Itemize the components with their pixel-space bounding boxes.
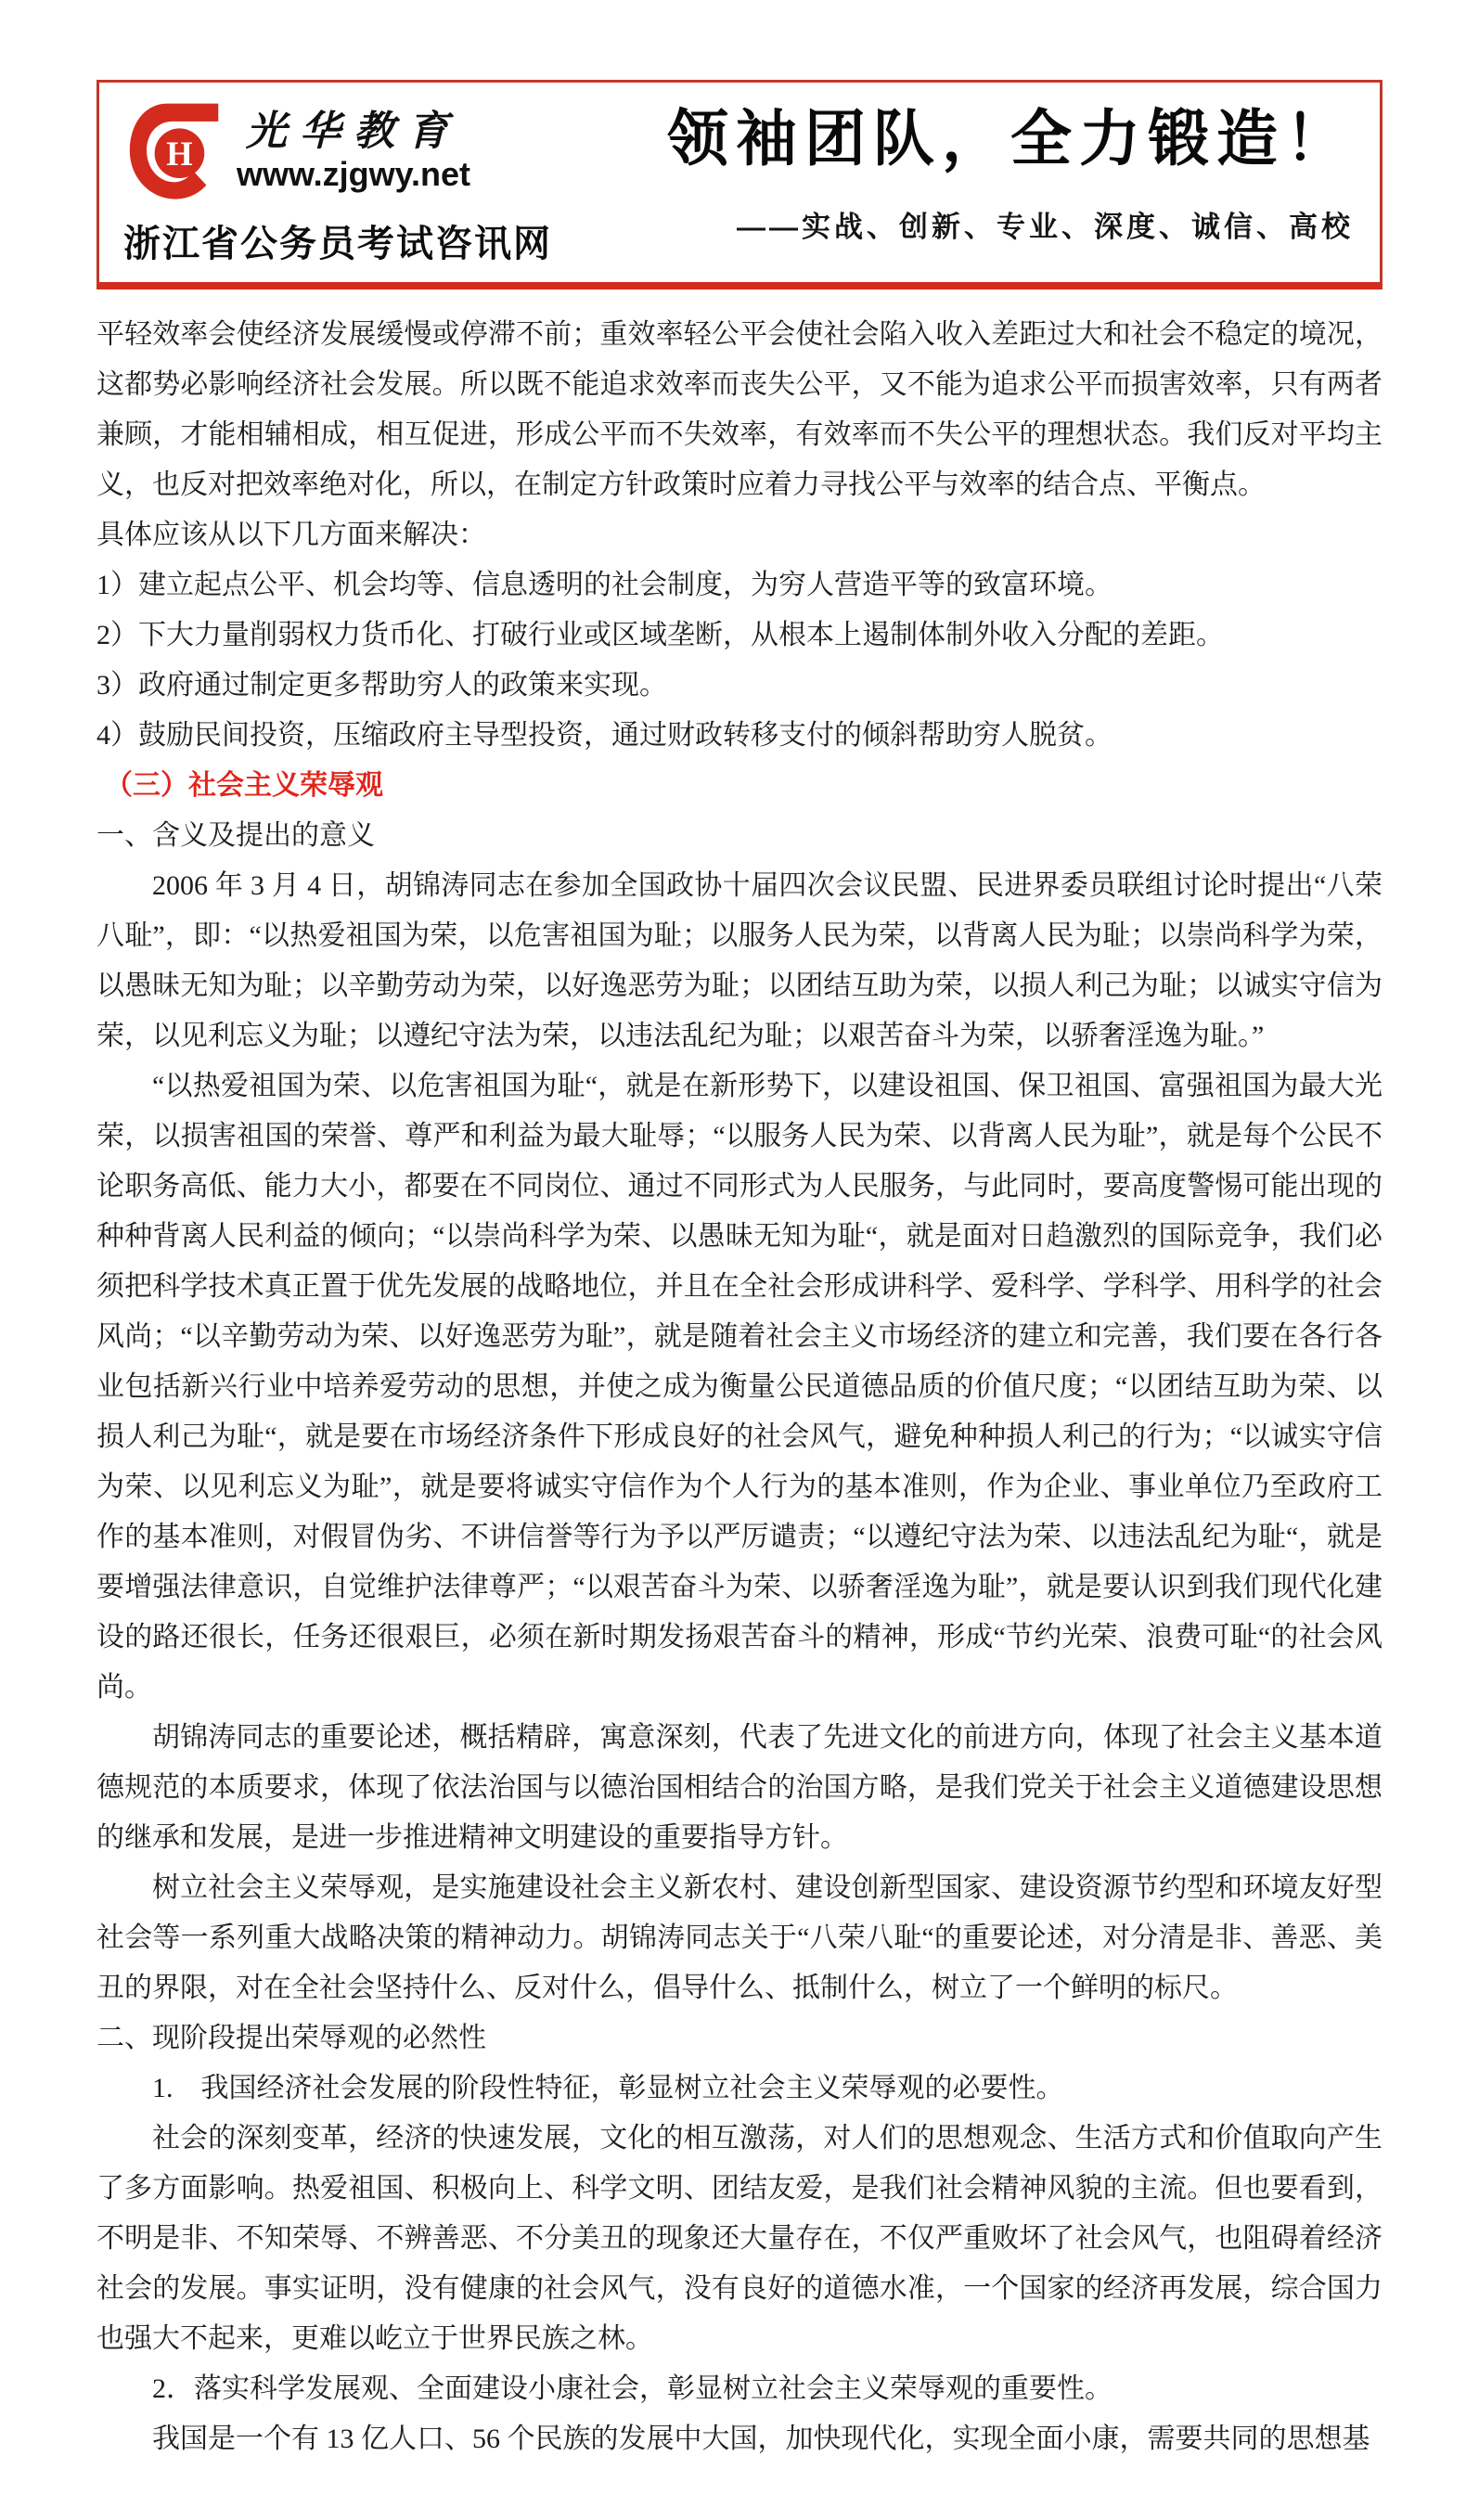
guanghua-logo-icon	[123, 96, 224, 205]
paragraph: 2．落实科学发展观、全面建设小康社会，彰显树立社会主义荣辱观的重要性。	[152, 2373, 1112, 2404]
banner-left	[99, 83, 552, 282]
brand-name: 光华教育	[246, 108, 462, 154]
svg-text:H: H	[166, 135, 193, 174]
paragraph: 我国是一个有 13 亿人口、56 个民族的发展中大国，加快现代化，实现全面小康，需要共同的思想基	[152, 2424, 1370, 2454]
paragraph: 社会的深刻变革，经济的快速发展，文化的相互激荡，对人们的思想观念、生活方式和价值取向产生了多方面影响。热爱祖国、积极向上、科学文明、团结友爱，是我们社会精神风貌的主流。但也要看到，不明是非、不知荣辱、不辨善恶、不分美丑的现象还大量存在，不仅严重败坏了社会风气，也阻碍着经济社会的发展。事实证明，没有健康的社会风气，没有良好的道德水准，一个国家的经济再发展，综合国力也强大不起来，更难以屹立于世界民族之林。	[96, 2123, 1383, 2354]
paragraph: 具体应该从以下几方面来解决：	[96, 520, 486, 550]
paragraph: 1. 我国经济社会发展的阶段性特征，彰显树立社会主义荣辱观的必要性。	[152, 2073, 1064, 2103]
website-url: www.zjgwy.net	[237, 154, 471, 193]
paragraph: 1）建立起点公平、机会均等、信息透明的社会制度，为穷人营造平等的致富环境。	[96, 570, 1112, 600]
section-heading: （三）社会主义荣辱观	[105, 770, 383, 801]
paragraph: 二、现阶段提出荣辱观的必然性	[96, 2023, 486, 2053]
banner-right	[552, 83, 1380, 282]
paragraph: 胡锦涛同志的重要论述，概括精辟，寓意深刻，代表了先进文化的前进方向，体现了社会主义基本道德规范的本质要求，体现了依法治国与以德治国相结合的治国方略，是我们党关于社会主义道德建设思想的继承和发展，是进一步推进精神文明建设的重要指导方针。	[96, 1722, 1383, 1853]
header-banner	[96, 80, 1383, 289]
paragraph: “以热爱祖国为荣、以危害祖国为耻“，就是在新形势下，以建设祖国、保卫祖国、富强祖国为最大光荣，以损害祖国的荣誉、尊严和利益为最大耻辱；“以服务人民为荣、以背离人民为耻”，就是每个公民不论职务高低、能力大小，都要在不同岗位、通过不同形式为人民服务，与此同时，要高度警惕可能出现的种种背离人民利益的倾向；“以崇尚科学为荣、以愚昧无知为耻“，就是面对日趋激烈的国际竞争，我们必须把科学技术真正置于优先发展的战略地位，并且在全社会形成讲科学、爱科学、学科学、用科学的社会风尚；“以辛勤劳动为荣、以好逸恶劳为耻”，就是随着社会主义市场经济的建立和完善，我们要在各行各业包括新兴行业中培养爱劳动的思想，并使之成为衡量公民道德品质的价值尺度；“以团结互助为荣、以损人利己为耻“，就是要在市场经济条件下形成良好的社会风气，避免种种损人利己的行为；“以诚实守信为荣、以见利忘义为耻”，就是要将诚实守信作为个人行为的基本准则，作为企业、事业单位乃至政府工作的基本准则，对假冒伪劣、不讲信誉等行为予以严厉谴责；“以遵纪守法为荣、以违法乱纪为耻“，就是要增强法律意识，自觉维护法律尊严；“以艰苦奋斗为荣、以骄奢淫逸为耻”，就是要认识到我们现代化建设的路还很长，任务还很艰巨，必须在新时期发扬艰苦奋斗的精神，形成“节约光荣、浪费可耻“的社会风尚。	[96, 1071, 1383, 1703]
logo-texts	[237, 109, 470, 192]
sub-slogan: ——实战、创新、专业、深度、诚信、高校	[737, 210, 1354, 243]
site-name: 浙江省公务员考试咨讯网	[123, 224, 552, 264]
slogan: 领袖团队，全力锻造！	[667, 104, 1354, 173]
paragraph: 2006 年 3 月 4 日，胡锦涛同志在参加全国政协十届四次会议民盟、民进界委员联组讨论时提出“八荣八耻”，即：“以热爱祖国为荣，以危害祖国为耻；以服务人民为荣，以背离人民为耻；以崇尚科学为荣，以愚昧无知为耻；以辛勤劳动为荣，以好逸恶劳为耻；以团结互助为荣，以损人利己为耻；以诚实守信为荣，以见利忘义为耻；以遵纪守法为荣，以违法乱纪为耻；以艰苦奋斗为荣，以骄奢淫逸为耻。”	[96, 870, 1383, 1051]
logo-row	[123, 96, 552, 205]
paragraph: 2）下大力量削弱权力货币化、打破行业或区域垄断，从根本上遏制体制外收入分配的差距。	[96, 620, 1224, 650]
paragraph: 树立社会主义荣辱观，是实施建设社会主义新农村、建设创新型国家、建设资源节约型和环境友好型社会等一系列重大战略决策的精神动力。胡锦涛同志关于“八荣八耻“的重要论述，对分清是非、善恶、美丑的界限，对在全社会坚持什么、反对什么，倡导什么、抵制什么，树立了一个鲜明的标尺。	[96, 1872, 1383, 2003]
paragraph: 平轻效率会使经济发展缓慢或停滞不前；重效率轻公平会使社会陷入收入差距过大和社会不稳定的境况，这都势必影响经济社会发展。所以既不能追求效率而丧失公平，又不能为追求公平而损害效率，只有两者兼顾，才能相辅相成，相互促进，形成公平而不失效率，有效率而不失公平的理想状态。我们反对平均主义，也反对把效率绝对化，所以，在制定方针政策时应着力寻找公平与效率的结合点、平衡点。	[96, 319, 1383, 500]
document-body	[96, 310, 1383, 2464]
paragraph: 一、含义及提出的意义	[96, 820, 375, 851]
paragraph: 3）政府通过制定更多帮助穷人的政策来实现。	[96, 670, 667, 701]
paragraph: 4）鼓励民间投资，压缩政府主导型投资，通过财政转移支付的倾斜帮助穷人脱贫。	[96, 720, 1112, 751]
